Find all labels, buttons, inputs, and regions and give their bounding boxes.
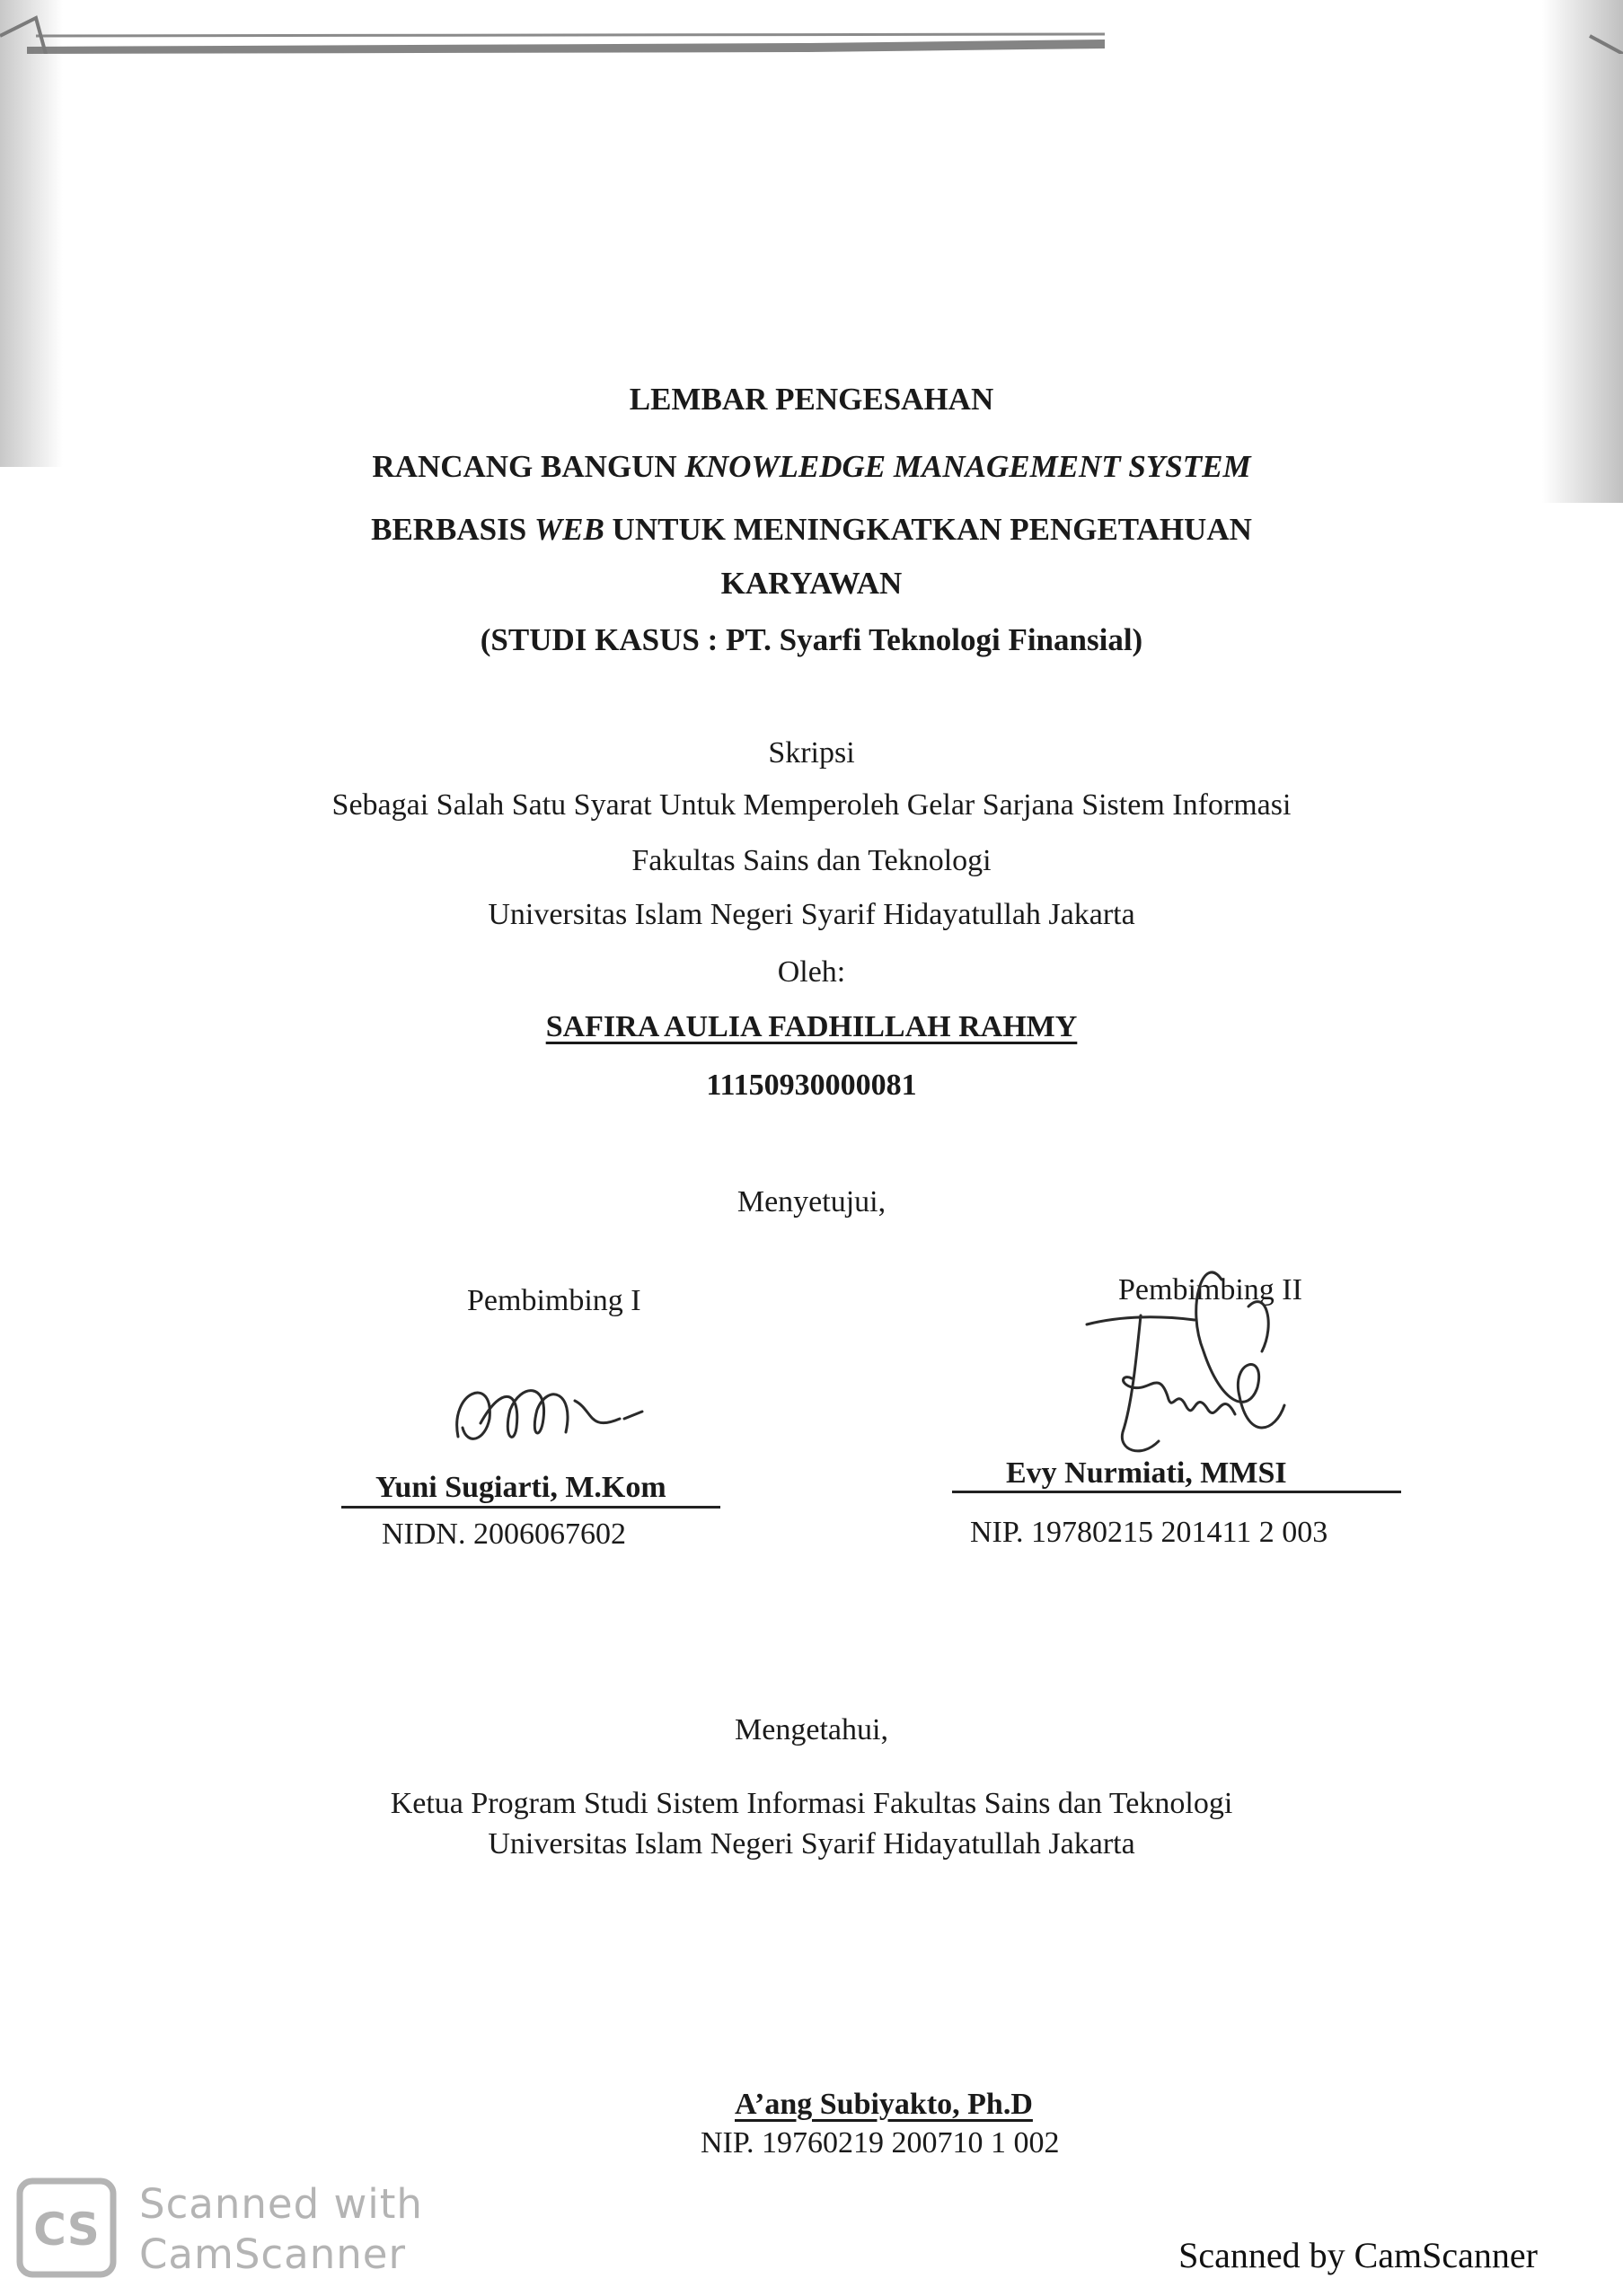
title-text: RANCANG BANGUN [372,449,685,484]
scanned-by-footer: Scanned by CamScanner [1178,2235,1538,2275]
thesis-title-line1 [0,449,1623,485]
program-head-title-line2: Universitas Islam Negeri Syarif Hidayatullah Jakarta [488,1827,1135,1861]
thesis-title-line3: KARYAWAN [720,566,903,601]
advisor1-signature [440,1356,656,1455]
approval-label: Menyetujui, [737,1185,886,1218]
author-id: 11150930000081 [706,1069,917,1102]
faculty-name: Fakultas Sains dan Teknologi [631,844,992,877]
scan-top-edge [0,0,1623,54]
advisor1-role: Pembimbing I [467,1284,641,1317]
advisor2-role: Pembimbing II [1118,1273,1302,1306]
advisor1-signature-line [341,1506,720,1509]
title-italic-text: WEB [534,512,604,547]
watermark-line2: CamScanner [139,2230,406,2278]
author-name: SAFIRA AULIA FADHILLAH RAHMY [545,1010,1078,1043]
title-text: UNTUK MENINGKATKAN PENGETAHUAN [604,512,1252,547]
advisor2-signature-line [952,1491,1401,1493]
thesis-case-study: (STUDI KASUS : PT. Syarfi Teknologi Finansial) [480,622,1143,657]
advisor2-id: NIP. 19780215 201411 2 003 [970,1516,1328,1549]
watermark-line1: Scanned with [139,2180,423,2228]
camscanner-logo [16,2177,117,2278]
page-heading: LEMBAR PENGESAHAN [629,382,994,417]
title-italic-text: KNOWLEDGE MANAGEMENT SYSTEM [684,449,1251,484]
degree-purpose: Sebagai Salah Satu Syarat Untuk Memperoleh Gelar Sarjana Sistem Informasi [331,788,1292,822]
program-head-name: A’ang Subiyakto, Ph.D [735,2088,1033,2121]
title-text: BERBASIS [371,512,534,547]
program-head-id: NIP. 19760219 200710 1 002 [701,2126,1060,2160]
by-label: Oleh: [777,955,846,989]
acknowledgement-label: Mengetahui, [735,1713,888,1746]
advisor1-id: NIDN. 2006067602 [382,1517,626,1551]
program-head-title-line1: Ketua Program Studi Sistem Informasi Fakultas Sains dan Teknologi [390,1787,1233,1820]
advisor2-name: Evy Nurmiati, MMSI [1006,1456,1287,1490]
camscanner-logo-text: CS [33,2204,100,2256]
scan-shadow-right [1542,0,1623,503]
advisor1-name: Yuni Sugiarti, M.Kom [375,1471,666,1504]
university-name: Universitas Islam Negeri Syarif Hidayatullah Jakarta [488,898,1135,931]
thesis-title-line2 [0,512,1623,548]
document-type: Skripsi [768,736,855,770]
